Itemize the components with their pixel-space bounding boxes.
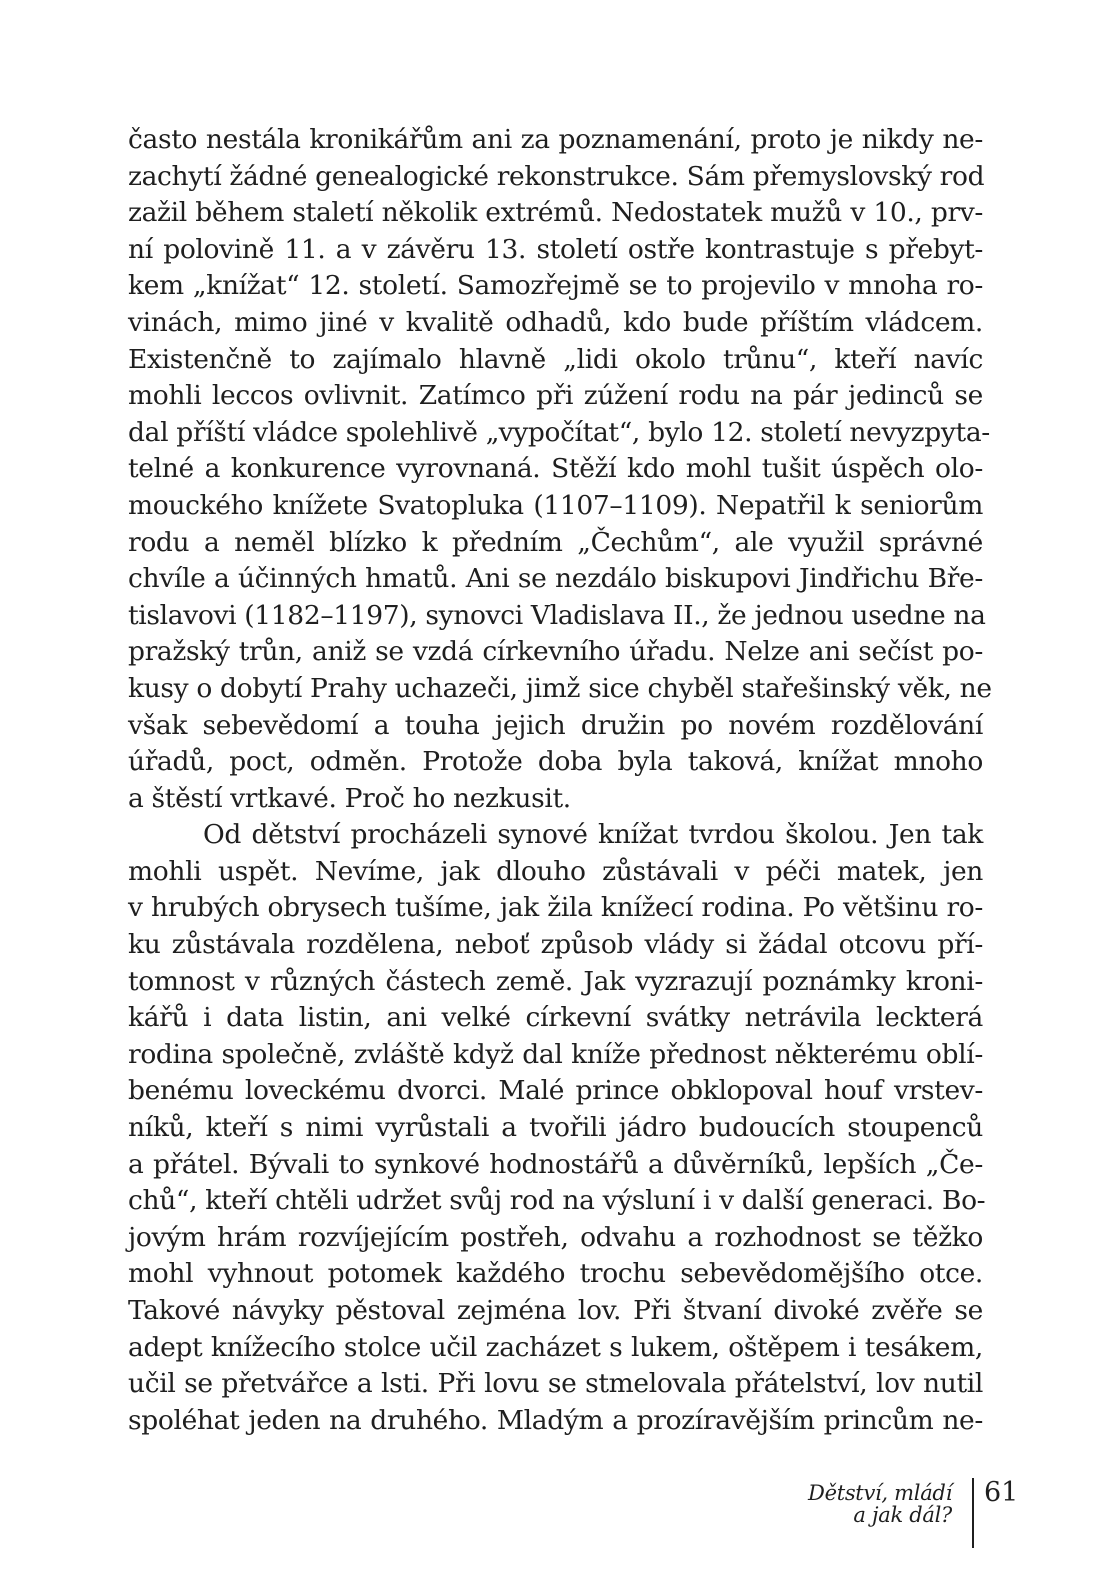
text-line: Takové návyky pěstoval zejména lov. Při štvaní divoké zvěře se (128, 1295, 983, 1326)
text-line: ku zůstávala rozdělena, neboť způsob vlády si žádal otcovu pří- (128, 929, 983, 961)
page-number: 61 (984, 1477, 1019, 1508)
running-chapter-title (808, 1482, 952, 1526)
text-line: mohl vyhnout potomek každého trochu sebevědomějšího otce. (128, 1258, 983, 1290)
text-line: kem „knížat“ 12. století. Samozřejmě se to projevilo v mnoha ro- (128, 270, 983, 302)
text-line: však sebevědomí a touha jejich družin po novém rozdělování (128, 709, 983, 741)
text-line: adept knížecího stolce učil zacházet s lukem, oštěpem i tesákem, (128, 1331, 983, 1363)
text-line: rodina společně, zvláště když dal kníže přednost některému oblí- (128, 1038, 983, 1070)
chapter-title-line: a jak dál? (853, 1503, 952, 1527)
text-line: Existenčně to zajímalo hlavně „lidi okolo trůnu“, kteří navíc (128, 343, 983, 375)
text-line: rodu a neměl blízko k předním „Čechům“, ale využil správné (128, 526, 983, 558)
text-line: spoléhat jeden na druhého. Mladým a prozíravějším princům ne- (128, 1404, 983, 1436)
text-line: učil se přetvářce a lsti. Při lovu se stmelovala přátelství, lov nutil (128, 1368, 983, 1400)
text-line: vinách, mimo jiné v kvalitě odhadů, kdo bude příštím vládcem. (128, 306, 983, 338)
text-line: mohli leccos ovlivnit. Zatímco při zúžení rodu na pár jedinců se (128, 380, 983, 412)
page-footer (800, 1478, 1040, 1548)
text-line: zachytí žádné genealogické rekonstrukce. Sám přemyslovský rod (128, 160, 985, 192)
text-line: Od dětství procházeli synové knížat tvrdou školou. Jen tak (203, 819, 983, 851)
text-line: mouckého knížete Svatopluka (1107–1109). Nepatřil k seniorům (128, 489, 983, 521)
text-line: telné a konkurence vyrovnaná. Stěží kdo mohl tušit úspěch olo- (128, 453, 983, 485)
footer-divider (972, 1478, 974, 1548)
text-line: a štěstí vrtkavé. Proč ho nezkusit. (128, 782, 571, 814)
text-line: zažil během staletí několik extrémů. Nedostatek mužů v 10., prv- (128, 197, 983, 229)
text-line: kářů i data listin, ani velké církevní svátky netrávila leckterá (128, 1002, 983, 1034)
text-line: jovým hrám rozvíjejícím postřeh, odvahu a rozhodnost se těžko (128, 1221, 983, 1253)
text-line: úřadů, poct, odměn. Protože doba byla taková, knížat mnoho (128, 746, 983, 778)
text-line: pražský trůn, aniž se vzdá církevního úřadu. Nelze ani sečíst po- (128, 636, 983, 668)
text-line: ní polovině 11. a v závěru 13. století ostře kontrastuje s přebyt- (128, 233, 983, 265)
text-line: tislavovi (1182–1197), synovci Vladislava II., že jednou usedne na (128, 599, 986, 631)
text-line: benému loveckému dvorci. Malé prince obklopoval houf vrstev- (128, 1075, 983, 1107)
chapter-title-line: Dětství, mládí (808, 1481, 952, 1505)
text-line: v hrubých obrysech tušíme, jak žila knížecí rodina. Po většinu ro- (128, 892, 983, 924)
text-line: často nestála kronikářům ani za poznamenání, proto je nikdy ne- (128, 124, 983, 155)
text-line: a přátel. Bývali to synkové hodnostářů a důvěrníků, lepších „Če- (128, 1148, 983, 1180)
text-line: dal příští vládce spolehlivě „vypočítat“, bylo 12. století nevyzpyta- (128, 416, 990, 448)
text-line: níků, kteří s nimi vyrůstali a tvořili jádro budoucích stoupenců (128, 1112, 983, 1144)
text-line: chů“, kteří chtěli udržet svůj rod na výsluní i v další generaci. Bo- (128, 1185, 986, 1217)
body-text (128, 122, 992, 1439)
text-line: kusy o dobytí Prahy uchazeči, jimž sice chyběl stařešinský věk, ne (128, 672, 992, 704)
text-line: chvíle a účinných hmatů. Ani se nezdálo biskupovi Jindřichu Bře- (128, 563, 983, 595)
text-line: tomnost v různých částech země. Jak vyzrazují poznámky kroni- (128, 965, 983, 997)
text-line: mohli uspět. Nevíme, jak dlouho zůstávali v péči matek, jen (128, 855, 983, 887)
